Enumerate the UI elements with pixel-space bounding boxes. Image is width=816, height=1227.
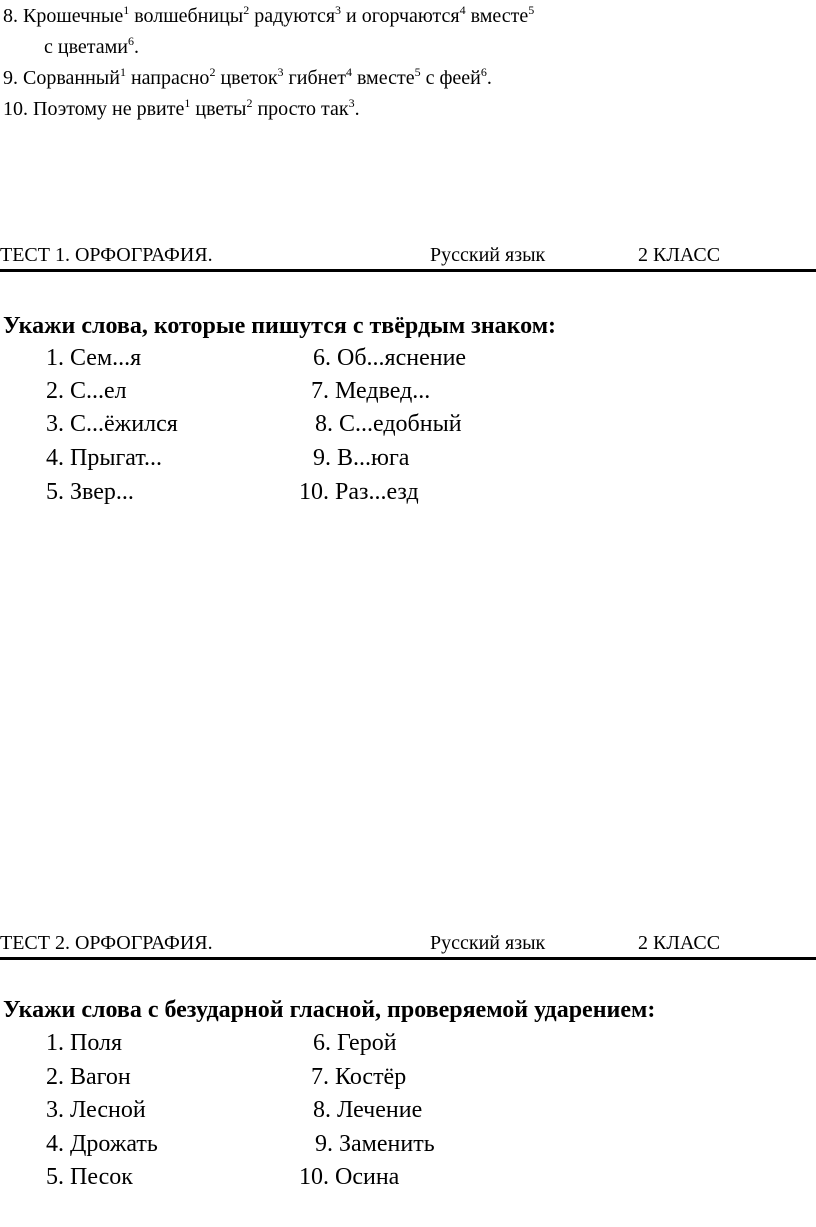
test-2-item-5: 5. Песок (46, 1164, 133, 1190)
sentence-number: 10. (3, 98, 28, 120)
test-1-task: Укажи слова, которые пишутся с твёрдым знаком: (3, 313, 557, 339)
test-1-item-10: 10. Раз...езд (299, 479, 419, 505)
sentence-number: 8. (3, 5, 18, 27)
test-2-item-6: 6. Герой (313, 1030, 397, 1056)
word-index: 4 (459, 3, 466, 17)
word-index: 4 (345, 65, 352, 79)
test-1-subject: Русский язык (430, 244, 546, 266)
test-2-item-4: 4. Дрожать (46, 1131, 158, 1157)
word: просто так (257, 98, 349, 120)
test-1-grade: 2 КЛАСС (638, 244, 721, 266)
word-index: 5 (528, 3, 535, 17)
test-2-divider (0, 957, 816, 960)
word: цветок (220, 67, 278, 89)
word-index: 3 (277, 65, 284, 79)
test-2-task: Укажи слова с безударной гласной, проверяемой ударением: (3, 997, 656, 1023)
word: напрасно (130, 67, 210, 89)
test-2-item-9: 9. Заменить (315, 1131, 435, 1157)
word: с феей (425, 67, 481, 89)
word-index: 2 (246, 96, 253, 110)
test-2-item-8: 8. Лечение (313, 1097, 423, 1123)
word-index: 1 (123, 3, 130, 17)
test-2-title: ТЕСТ 2. ОРФОГРАФИЯ. (0, 932, 213, 954)
word-index: 3 (335, 3, 342, 17)
word: цветы (195, 98, 247, 120)
test-1-item-8: 8. С...едобный (315, 411, 462, 437)
word: Сорванный (23, 67, 120, 89)
test-2-item-10: 10. Осина (299, 1164, 400, 1190)
test-1-item-7: 7. Медвед... (311, 378, 431, 404)
test-2-grade: 2 КЛАСС (638, 932, 721, 954)
word-index: 5 (414, 65, 421, 79)
test-2-item-7: 7. Костёр (311, 1064, 407, 1090)
sentence-9 (3, 66, 492, 90)
word: Поэтому не рвите (33, 98, 185, 120)
sentence-8-line-1 (3, 4, 534, 28)
word-index: 1 (184, 96, 191, 110)
test-1-item-1: 1. Сем...я (46, 345, 142, 371)
sentence-end: . (134, 36, 140, 58)
test-1-item-5: 5. Звер... (46, 479, 134, 505)
word-index: 2 (209, 65, 216, 79)
test-2-item-1: 1. Поля (46, 1030, 123, 1056)
sentence-8-line-2 (44, 35, 139, 59)
word-index: 6 (128, 34, 135, 48)
sentence-number: 9. (3, 67, 18, 89)
test-1-item-3: 3. С...ёжился (46, 411, 178, 437)
test-2-item-3: 3. Лесной (46, 1097, 146, 1123)
word: Крошечные (23, 5, 124, 27)
word-index: 3 (348, 96, 355, 110)
word: вместе (356, 67, 415, 89)
test-1-title: ТЕСТ 1. ОРФОГРАФИЯ. (0, 244, 213, 266)
sentence-end: . (354, 98, 360, 120)
word: гибнет (288, 67, 346, 89)
test-1-item-4: 4. Прыгат... (46, 445, 163, 471)
test-1-divider (0, 269, 816, 272)
test-2-item-2: 2. Вагон (46, 1064, 131, 1090)
sentence-10 (3, 97, 360, 121)
word-index: 6 (480, 65, 487, 79)
sentence-end: . (486, 67, 492, 89)
test-1-item-2: 2. С...ел (46, 378, 127, 404)
test-1-item-9: 9. В...юга (313, 445, 410, 471)
word: волшебницы (134, 5, 244, 27)
word: с цветами (44, 36, 129, 58)
test-2-subject: Русский язык (430, 932, 546, 954)
word: радуются (254, 5, 336, 27)
word: вместе (470, 5, 529, 27)
test-1-item-6: 6. Об...яснение (313, 345, 467, 371)
word: и огорчаются (346, 5, 460, 27)
word-index: 2 (243, 3, 250, 17)
word-index: 1 (119, 65, 126, 79)
